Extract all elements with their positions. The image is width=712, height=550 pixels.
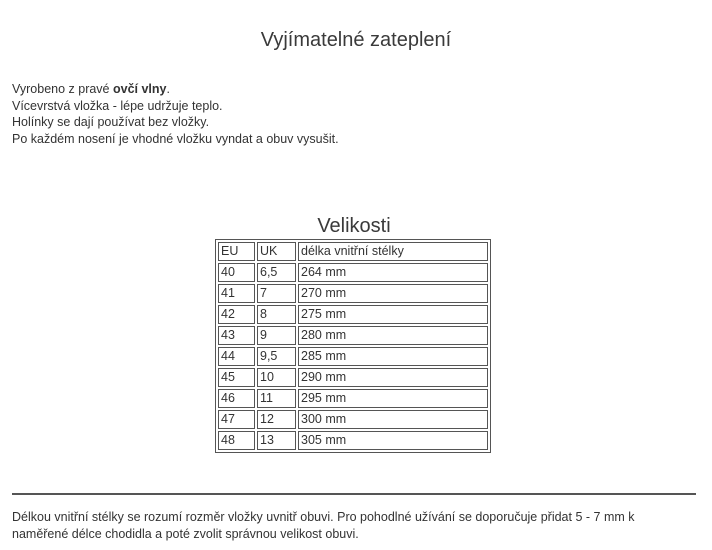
size-length-cell: 290 mm [298,368,488,387]
sizes-title: Velikosti [317,215,391,237]
header-uk: UK [257,242,296,261]
size-eu-cell: 45 [218,368,255,387]
intro-wool-highlight: ovčí vlny [112,82,167,96]
size-table-row [218,305,488,324]
intro-line-without-insole: Holínky se dají používat bez vložky. [12,115,210,129]
size-uk-cell: 12 [257,410,296,429]
size-eu-cell: 46 [218,389,255,408]
size-eu-cell: 47 [218,410,255,429]
size-eu-cell: 44 [218,347,255,366]
size-eu-cell: 42 [218,305,255,324]
size-uk-cell: 11 [257,389,296,408]
size-length-cell: 264 mm [298,263,488,282]
size-uk-cell: 8 [257,305,296,324]
size-eu-cell: 41 [218,284,255,303]
size-uk-cell: 10 [257,368,296,387]
size-eu-cell: 48 [218,431,255,450]
size-table-row [218,389,488,408]
size-uk-cell: 13 [257,431,296,450]
size-table-row [218,284,488,303]
size-length-cell: 285 mm [298,347,488,366]
size-length-cell: 295 mm [298,389,488,408]
header-eu: EU [218,242,255,261]
intro-line-drying: Po každém nosení je vhodné vložku vyndat a obuv vysušit. [12,131,339,146]
size-eu-cell: 40 [218,263,255,282]
intro-line-suffix: . [166,82,170,96]
size-uk-cell: 7 [257,284,296,303]
size-length-cell: 275 mm [298,305,488,324]
size-eu-cell: 43 [218,326,255,345]
size-table-row [218,326,488,345]
size-table-row [218,263,488,282]
size-table [215,239,491,453]
header-insole-length: délka vnitřní stélky [298,242,488,261]
size-table-body [218,242,488,450]
divider [12,493,696,495]
size-length-cell: 280 mm [298,326,488,345]
size-uk-cell: 6,5 [257,263,296,282]
intro-line-prefix: Vyrobeno z pravé [12,82,113,96]
size-uk-cell: 9,5 [257,347,296,366]
size-length-cell: 270 mm [298,284,488,303]
intro-line-layers: Vícevrstvá vložka - lépe udržuje teplo. [12,98,223,113]
size-table-row [218,410,488,429]
intro-line-material [12,81,339,98]
size-table-row [218,347,488,366]
size-table-row [218,431,488,450]
intro-text [12,81,339,147]
footnote: Délkou vnitřní stélky se rozumí rozměr vložky uvnitř obuvi. Pro pohodlné užívání se doporučuje přidat 5 - 7 mm k naměřené délce chodidla a poté zvolit správnou velikost obuvi. [12,510,635,541]
size-table-row [218,368,488,387]
page-title: Vyjímatelné zateplení [260,29,452,51]
size-uk-cell: 9 [257,326,296,345]
size-table-header-row [218,242,488,261]
size-length-cell: 305 mm [298,431,488,450]
size-length-cell: 300 mm [298,410,488,429]
